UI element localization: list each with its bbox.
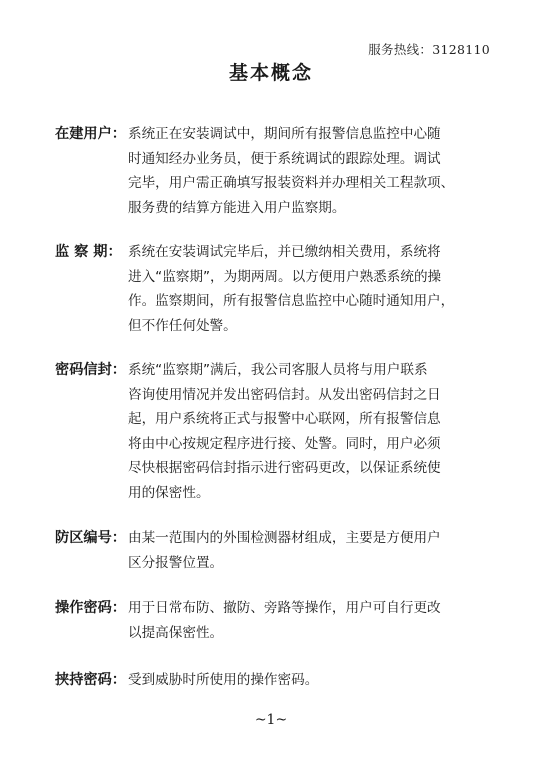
entry-description: 系统正在安装调试中，期间所有报警信息监控中心随 时通知经办业务员，便于系统调试的跟踪处理。调试 完毕，用户需正确填写报装资料并办理相关工程款项、 服务费的结算方能进入用户监察期。 xyxy=(128,126,455,216)
page-title: 基本概念 xyxy=(228,62,313,84)
entry-term: 在建用户： xyxy=(55,126,126,142)
entry-description: 系统在安装调试完毕后，并已缴纳相关费用，系统将 进入“监察期”，为期两周。以方便用户熟悉系统的操 作。监察期间，所有报警信息监控中心随时通知用户， 但不作任何处警。 xyxy=(128,244,455,334)
page-number: ~1~ xyxy=(254,712,288,728)
entry-password-envelope xyxy=(55,358,495,505)
entry-description: 系统“监察期”满后，我公司客服人员将与用户联系 咨询使用情况并发出密码信封。从发出密码信封之日 起，用户系统将正式与报警中心联网，所有报警信息 将由中心按规定程序进行接、处警。同时，用户必须 尽快根据密码信封指示进行密码更改，以保证系统使 用的保密性。 xyxy=(128,362,441,501)
entry-under-construction-user xyxy=(55,122,495,220)
entry-supervision-period xyxy=(55,240,495,338)
entry-description: 由某一范围内的外围检测器材组成，主要是方便用户 区分报警位置。 xyxy=(128,530,441,571)
entry-term: 操作密码： xyxy=(55,600,126,616)
entry-term: 挟持密码： xyxy=(55,672,126,688)
entry-duress-password xyxy=(55,668,495,693)
entry-zone-number xyxy=(55,526,495,575)
entry-description: 用于日常布防、撤防、旁路等操作，用户可自行更改 以提高保密性。 xyxy=(128,600,441,641)
service-hotline: 服务热线：3128110 xyxy=(368,42,490,57)
entry-term: 监 察 期： xyxy=(55,244,122,260)
entry-term: 防区编号： xyxy=(55,530,126,546)
entry-term: 密码信封： xyxy=(55,362,126,378)
entry-description: 受到威胁时所使用的操作密码。 xyxy=(128,672,319,688)
entry-operation-password xyxy=(55,596,495,645)
